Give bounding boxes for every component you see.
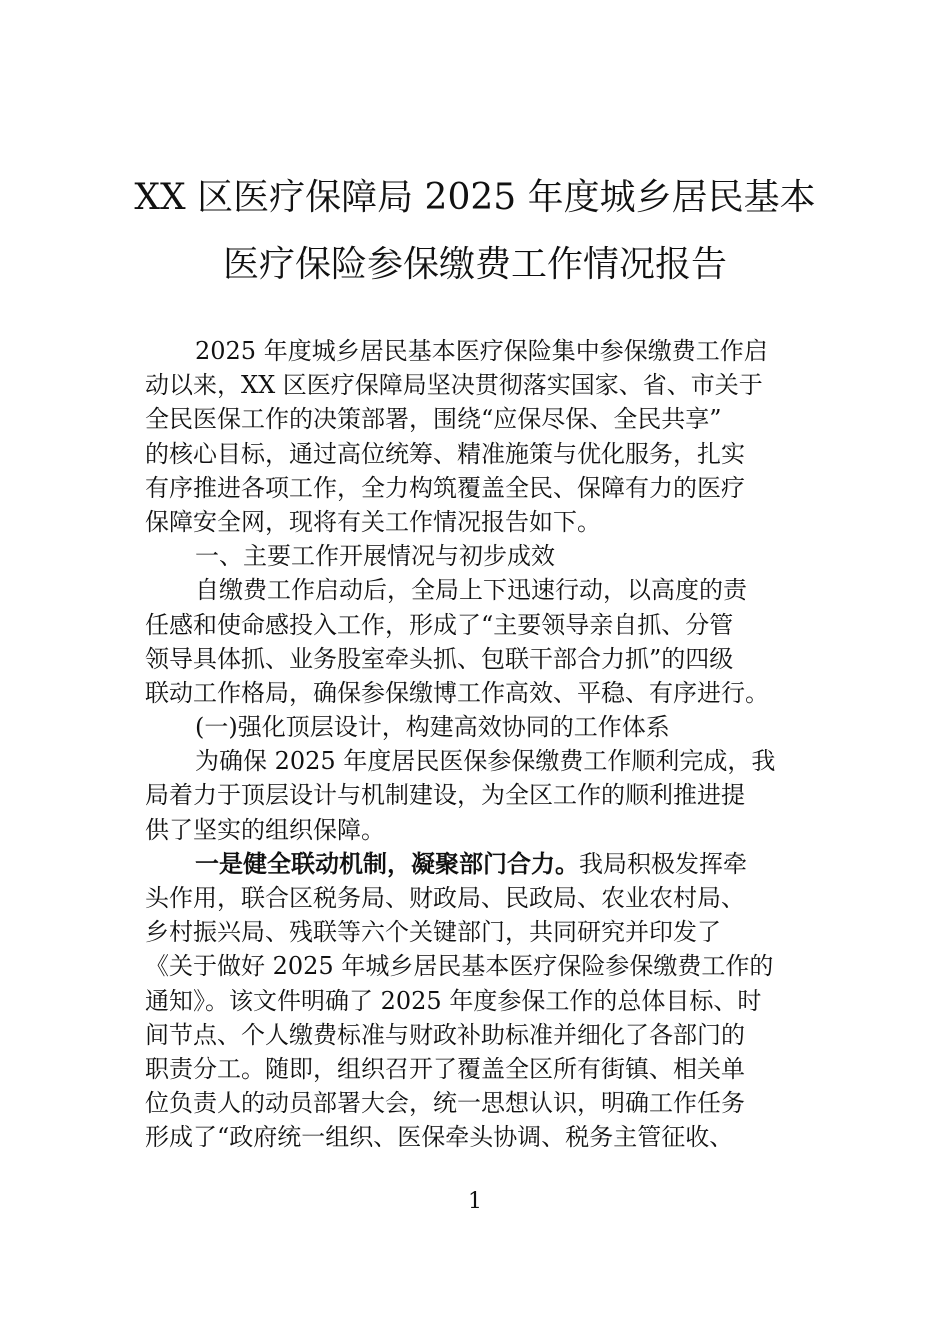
section-heading-2: (一)强化顶层设计，构建高效协同的工作体系 [195, 713, 670, 742]
document-title-line-2: 医疗保险参保缴费工作情况报告 [222, 244, 727, 285]
section-2-line: 为确保 2025 年度居民医保参保缴费工作顺利完成，我 [195, 747, 776, 776]
section-heading-1: 一、主要工作开展情况与初步成效 [195, 542, 555, 571]
intro-line: 动以来，XX 区医疗保障局坚决贯彻落实国家、省、市关于 [145, 371, 763, 400]
section-3-line: 乡村振兴局、残联等六个关键部门，共同研究并印发了 [145, 918, 721, 947]
section-3-line: 位负责人的动员部署大会，统一思想认识，明确工作任务 [145, 1089, 745, 1118]
section-3-bold-lead: 一是健全联动机制，凝聚部门合力。 [195, 849, 579, 878]
section-3-line: 头作用，联合区税务局、财政局、民政局、农业农村局、 [145, 884, 745, 912]
document-body [145, 334, 805, 1155]
page-number: 1 [468, 1189, 482, 1214]
section-1-line: 领导具体抓、业务股室牵头抓、包联干部合力抓”的四级 [145, 644, 734, 673]
section-3-line: 通知》。该文件明确了 2025 年度参保工作的总体目标、时 [145, 986, 762, 1015]
section-3-line: 职责分工。随即，组织召开了覆盖全区所有街镇、相关单 [145, 1054, 745, 1083]
section-3-line: 《关于做好 2025 年城乡居民基本医疗保险参保缴费工作的 [145, 952, 774, 981]
section-1-line: 自缴费工作启动后，全局上下迅速行动，以高度的责 [195, 576, 747, 605]
intro-line: 的核心目标，通过高位统筹、精准施策与优化服务，扎实 [145, 439, 745, 468]
section-1-line: 任感和使命感投入工作，形成了“主要领导亲自抓、分管 [145, 610, 734, 639]
intro-line: 2025 年度城乡居民基本医疗保险集中参保缴费工作启 [195, 337, 768, 365]
document-title-line-1: XX 区医疗保障局 2025 年度城乡居民基本 [134, 177, 816, 218]
section-3-line: 形成了“政府统一组织、医保牵头协调、税务主管征收、 [145, 1123, 734, 1152]
section-1-line: 联动工作格局，确保参保缴博工作高效、平稳、有序进行。 [145, 678, 769, 707]
intro-line: 保障安全网，现将有关工作情况报告如下。 [145, 507, 601, 536]
section-3-first-line [145, 847, 805, 881]
intro-line: 有序推进各项工作，全力构筑覆盖全民、保障有力的医疗 [145, 473, 745, 502]
section-3-first-rest: 我局积极发挥牵 [579, 849, 747, 878]
intro-line: 全民医保工作的决策部署，围绕“应保尽保、全民共享” [145, 405, 722, 434]
section-3-line: 间节点、个人缴费标准与财政补助标准并细化了各部门的 [145, 1020, 745, 1049]
section-2-line: 供了坚实的组织保障。 [145, 815, 385, 844]
section-2-line: 局着力于顶层设计与机制建设，为全区工作的顺利推进提 [145, 781, 745, 810]
